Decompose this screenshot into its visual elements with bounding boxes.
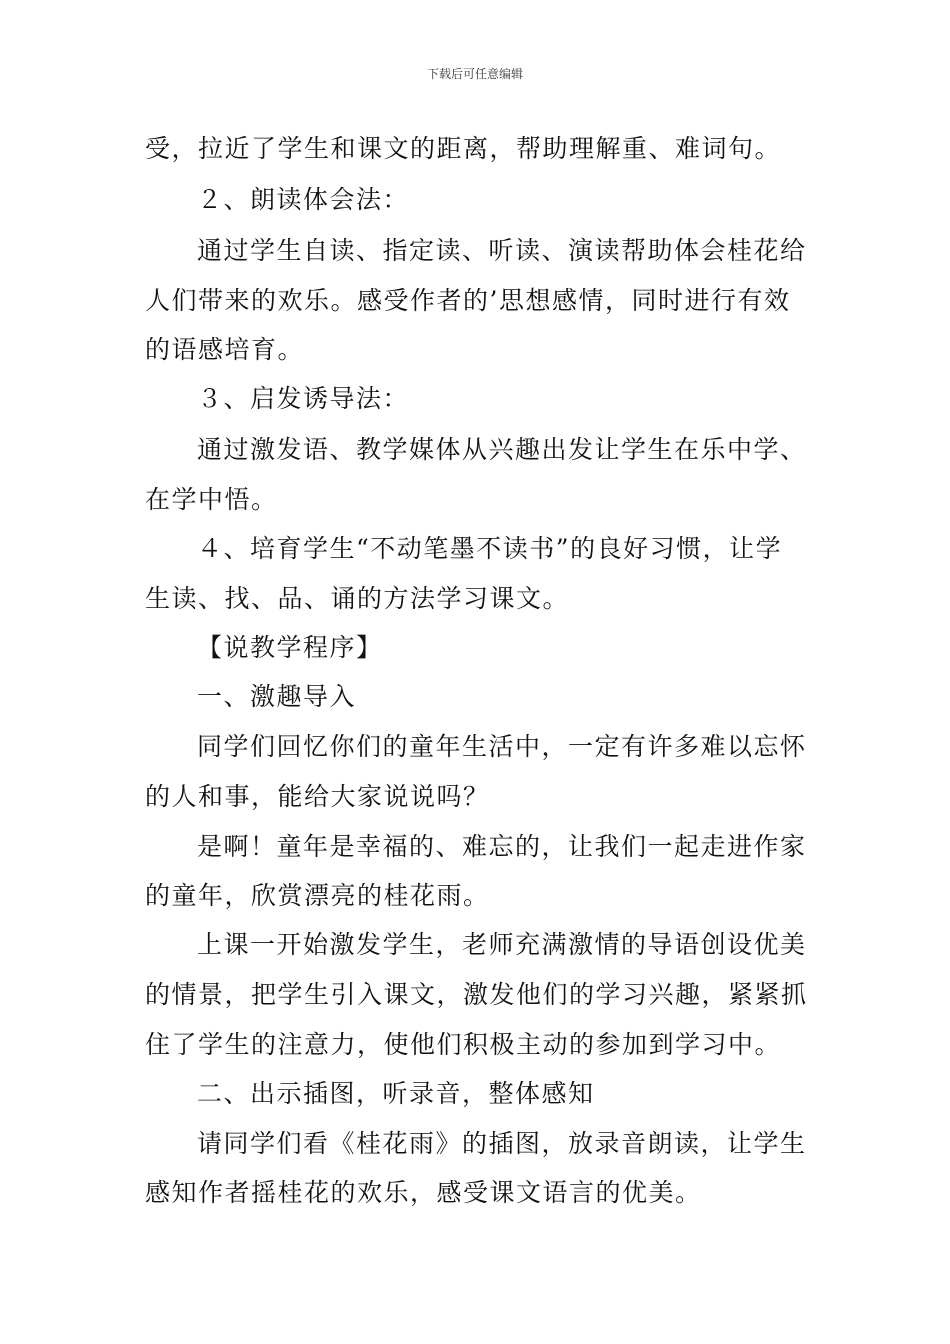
subsection-heading: 一、激趣导入 [197,682,357,711]
text-line: 住了学生的注意力，使他们积极主动的参加到学习中。 [145,1030,782,1059]
subsection-heading: 二、出示插图，听录音，整体感知 [197,1079,595,1108]
text-line: 通过激发语、教学媒体从兴趣出发让学生在乐中学、 [197,435,807,464]
text-line: 受，拉近了学生和课文的距离，帮助理解重、难词句。 [145,134,782,163]
text-line: 感知作者摇桂花的欢乐，感受课文语言的优美。 [145,1178,702,1207]
text-line: ４、培育学生“不动笔墨不读书”的良好习惯，让学 [197,534,783,563]
text-line: 生读、找、品、诵的方法学习课文。 [145,584,570,613]
text-line: 同学们回忆你们的童年生活中，一定有许多难以忘怀 [197,732,807,761]
text-line: 人们带来的欢乐。感受作者的’思想感情，同时进行有效 [145,286,791,315]
section-heading: 【说教学程序】 [197,633,383,662]
text-line: 的情景，把学生引入课文，激发他们的学习兴趣，紧紧抓 [145,980,808,1009]
text-line: 是啊！童年是幸福的、难忘的，让我们一起走进作家 [197,832,807,861]
text-line: ２、朗读体会法： [197,185,410,214]
text-line: 上课一开始激发学生，老师充满激情的导语创设优美 [197,930,807,959]
text-line: 通过学生自读、指定读、听读、演读帮助体会桂花给 [197,236,807,265]
text-line: ３、启发诱导法： [197,384,410,413]
text-line: 的语感培育。 [145,335,305,364]
text-line: 请同学们看《桂花雨》的插图，放录音朗读，让学生 [197,1129,807,1158]
text-line: 的人和事，能给大家说说吗？ [145,782,490,811]
text-line: 在学中悟。 [145,485,278,514]
text-line: 的童年，欣赏漂亮的桂花雨。 [145,881,490,910]
page-header: 下载后可任意编辑 [426,67,523,81]
